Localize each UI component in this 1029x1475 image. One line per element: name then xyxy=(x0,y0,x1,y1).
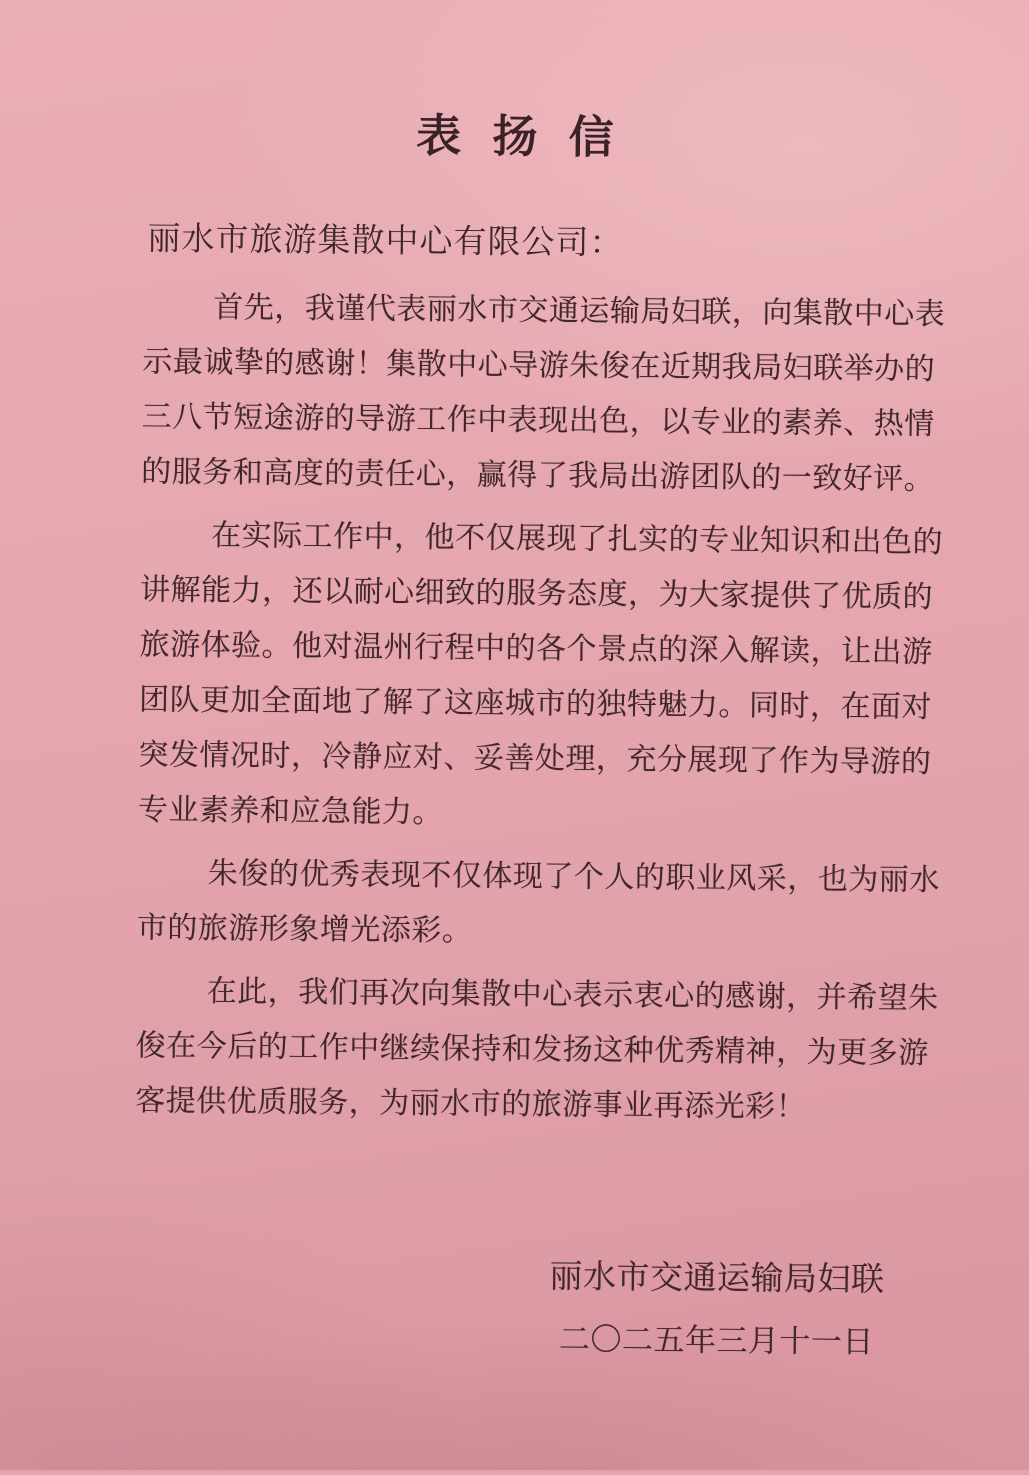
letter-line: 在实际工作中，他不仅展现了扎实的专业知识和出色的 xyxy=(210,519,944,560)
letter-line: 团队更加全面地了解了这座城市的独特魅力。同时，在面对 xyxy=(138,683,933,725)
signature-block xyxy=(549,1253,885,1364)
letter-line: 讲解能力，还以耐心细致的服务态度，为大家提供了优质的 xyxy=(139,573,934,615)
letter-title: 表 扬 信 xyxy=(415,111,624,164)
letter-line: 朱俊的优秀表现不仅体现了个人的职业风采，也为丽水 xyxy=(207,857,940,898)
letter-body xyxy=(135,279,946,1136)
signature-date: 二〇二五年三月十一日 xyxy=(558,1321,875,1360)
letter-line: 专业素养和应急能力。 xyxy=(137,793,444,830)
letter-line: 在此，我们再次向集散中心表示衷心的感谢，并希望朱 xyxy=(206,975,939,1016)
letter-salutation: 丽水市旅游集散中心有限公司： xyxy=(147,221,624,263)
signature-org: 丽水市交通运输局妇联 xyxy=(549,1259,885,1299)
letter-line: 市的旅游形象增光添彩。 xyxy=(136,911,473,948)
letter-line: 旅游体验。他对温州行程中的各个景点的深入解读，让出游 xyxy=(139,628,933,670)
letter-line: 突发情况时，冷静应对、妥善处理，充分展现了作为导游的 xyxy=(138,738,932,780)
letter-line: 首先，我谨代表丽水市交通运输局妇联，向集散中心表 xyxy=(213,291,946,332)
letter-line: 的服务和高度的责任心，赢得了我局出游团队的一致好评。 xyxy=(141,455,935,497)
letter-line: 客提供优质服务，为丽水市的旅游事业再添光彩！ xyxy=(135,1084,807,1124)
letter-line: 俊在今后的工作中继续保持和发扬这种优秀精神，为更多游 xyxy=(135,1029,929,1070)
letter-line: 三八节短途游的导游工作中表现出色，以专业的素养、热情 xyxy=(141,400,935,442)
letter-line: 示最诚挚的感谢！集散中心导游朱俊在近期我局妇联举办的 xyxy=(142,345,936,387)
